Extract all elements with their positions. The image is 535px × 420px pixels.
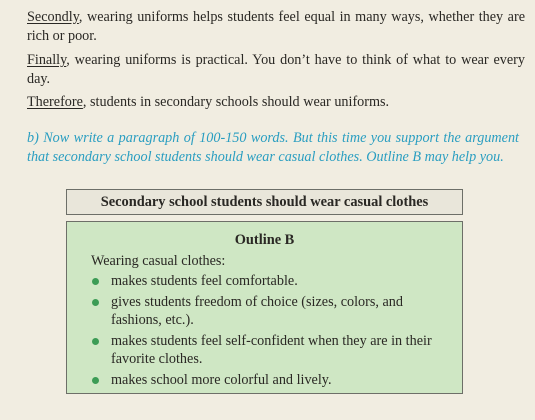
- paragraph-lead-finally: Finally: [27, 52, 67, 68]
- list-item: [91, 293, 451, 329]
- paragraph-text-secondly: , wearing uniforms helps students feel equal in many ways, whether they are rich or poor.: [27, 9, 525, 44]
- outline-intro: Wearing casual clothes:: [91, 253, 226, 269]
- list-item-text: makes students feel comfortable.: [111, 273, 298, 289]
- list-item-text: makes school more colorful and lively.: [111, 372, 332, 388]
- paragraph-text-therefore: , students in secondary schools should wear uniforms.: [82, 94, 390, 110]
- bullet-icon: [92, 278, 99, 285]
- list-item-text: gives students freedom of choice (sizes, colors, and fashions, etc.).: [111, 294, 403, 328]
- task-instruction: b) Now write a paragraph of 100-150 words. But this time you support the argument that secondary school students should wear casual clothes. Outline B may help you.: [27, 130, 519, 165]
- list-item: [91, 272, 451, 290]
- topic-title-box: [66, 189, 463, 215]
- bullet-icon: [92, 338, 99, 345]
- list-item-text: makes students feel self-confident when they are in their favorite clothes.: [111, 333, 432, 367]
- paragraph-lead-secondly: Secondly: [27, 9, 79, 25]
- paragraph-finally: [27, 51, 525, 89]
- paragraph-lead-therefore: Therefore: [27, 94, 83, 110]
- bullet-icon: [92, 299, 99, 306]
- list-item: [91, 332, 451, 368]
- outline-box: [66, 221, 463, 394]
- list-item: [91, 371, 451, 389]
- paragraph-secondly: [27, 8, 525, 46]
- outline-title: Outline B: [234, 232, 295, 248]
- outline-list: [91, 272, 451, 392]
- paragraph-therefore: [27, 93, 525, 112]
- paragraph-text-finally: , wearing uniforms is practical. You don’t have to think of what to wear every day.: [27, 52, 525, 87]
- topic-title: Secondary school students should wear casual clothes: [100, 193, 429, 210]
- bullet-icon: [92, 377, 99, 384]
